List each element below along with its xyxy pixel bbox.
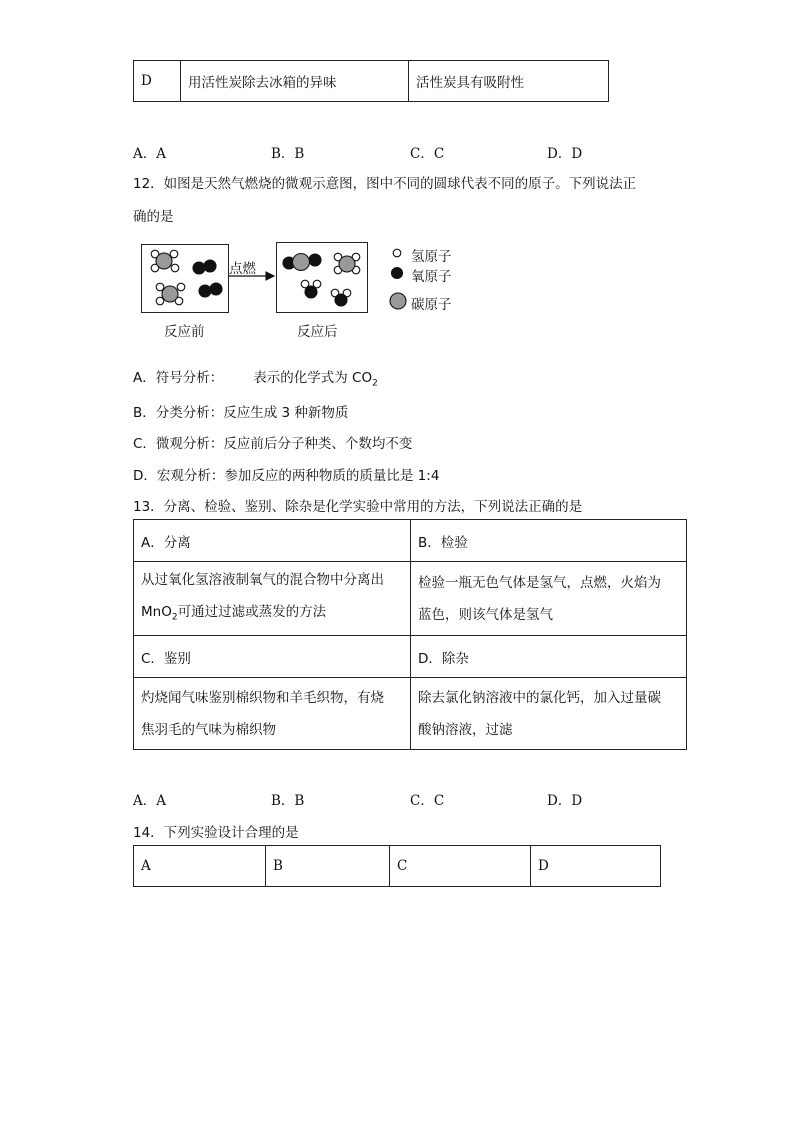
q13-table	[133, 519, 687, 750]
table-cell-c-head: C．鉴别	[134, 636, 411, 678]
legend-hydrogen: 氢原子	[411, 249, 452, 265]
table-cell-a-body	[134, 562, 411, 636]
formula: MnO	[141, 603, 172, 620]
before-label: 反应前	[164, 324, 205, 340]
table-cell: D	[531, 846, 661, 887]
methane-molecule	[334, 253, 360, 274]
molecule-drawing	[0, 0, 794, 340]
carbon-legend-icon	[390, 293, 406, 309]
oxygen-molecule	[193, 260, 216, 274]
option-c[interactable]: C．C	[410, 146, 445, 162]
table-cell-d-body	[411, 678, 687, 750]
q14-stem: 14．下列实验设计合理的是	[133, 825, 299, 841]
methane-molecule	[156, 283, 185, 305]
table-cell-d-head: D．除杂	[411, 636, 687, 678]
subscript: 2	[171, 612, 178, 623]
legend-carbon: 碳原子	[411, 297, 452, 313]
q12-option-b[interactable]: B．分类分析：反应生成 3 种新物质	[133, 405, 349, 421]
oxygen-molecule	[199, 283, 222, 297]
table-cell-a-head: A．分离	[134, 520, 411, 562]
option-d[interactable]: D．D	[547, 793, 583, 809]
after-label: 反应后	[297, 324, 338, 340]
cell-line: 除去氯化钠溶液中的氯化钙，加入过量碳	[418, 689, 661, 706]
q12-stem-line2: 确的是	[133, 209, 174, 225]
q12-option-d[interactable]: D．宏观分析：参加反应的两种物质的质量比是 1:4	[133, 468, 440, 484]
cell-line: 从过氧化氢溶液制氧气的混合物中分离出	[141, 571, 384, 588]
table-cell: B	[266, 846, 390, 887]
cell-line: 蓝色，则该气体是氢气	[418, 606, 553, 623]
q12-option-c[interactable]: C．微观分析：反应前后分子种类、个数均不变	[133, 436, 413, 452]
table-cell: 活性炭具有吸附性	[409, 61, 609, 102]
table-cell: C	[390, 846, 531, 887]
option-d[interactable]: D．D	[547, 146, 583, 162]
q12-stem-line1: 12．如图是天然气燃烧的微观示意图，图中不同的圆球代表不同的原子。下列说法正	[133, 176, 637, 192]
table-cell-b-head: B．检验	[411, 520, 687, 562]
option-b[interactable]: B．B	[271, 146, 305, 162]
q13-options	[133, 789, 693, 809]
oxygen-legend-icon	[392, 268, 403, 279]
table-cell: 用活性炭除去冰箱的异味	[181, 61, 409, 102]
option-a[interactable]: A．A	[133, 146, 166, 162]
subscript: 2	[372, 378, 378, 389]
cell-line: 检验一瓶无色气体是氢气，点燃，火焰为	[418, 574, 661, 591]
cell-line	[141, 596, 403, 634]
q12-option-a[interactable]	[133, 366, 378, 389]
q14-table	[133, 845, 661, 887]
cell-line: 焦羽毛的气味为棉织物	[141, 721, 276, 738]
q13-stem: 13．分离、检验、鉴别、除杂是化学实验中常用的方法，下列说法正确的是	[133, 499, 583, 515]
arrow-label: 点燃	[229, 261, 256, 277]
table-cell: A	[134, 846, 266, 887]
table-cell-b-body	[411, 562, 687, 636]
methane-molecule	[151, 250, 179, 272]
table-cell-c-body	[134, 678, 411, 750]
option-a[interactable]: A．A	[133, 793, 166, 809]
carbon-dioxide-molecule	[283, 254, 321, 271]
water-molecule	[301, 280, 321, 298]
table-cell: D	[134, 61, 181, 102]
cell-line: 酸钠溶液，过滤	[418, 721, 513, 738]
water-molecule	[331, 289, 351, 306]
cell-line: 灼烧闻气味鉴别棉织物和羊毛织物，有烧	[141, 689, 384, 706]
legend-oxygen: 氧原子	[411, 269, 452, 285]
option-c[interactable]: C．C	[410, 793, 445, 809]
hydrogen-legend-icon	[393, 249, 401, 257]
cell-text: 可通过过滤或蒸发的方法	[177, 603, 327, 620]
option-a-prefix: A．符号分析：	[133, 370, 224, 386]
option-a-text: 表示的化学式为 CO	[253, 370, 373, 386]
option-b[interactable]: B．B	[271, 793, 305, 809]
